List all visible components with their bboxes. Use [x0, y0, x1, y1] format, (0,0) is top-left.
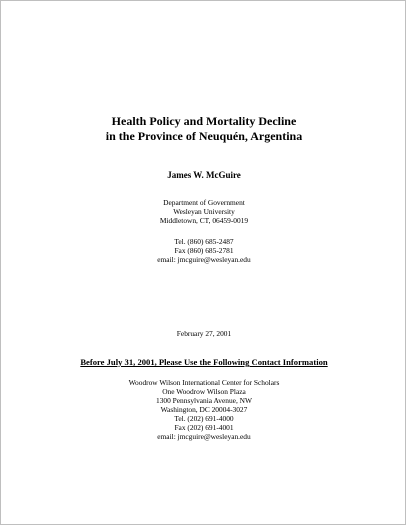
document-date: February 27, 2001 [176, 329, 232, 338]
alt-contact-city: Washington, DC 20004-3027 [160, 405, 248, 414]
contact-tel: Tel. (860) 685-2487 [174, 237, 234, 246]
affiliation-city: Middletown, CT, 06459-0019 [159, 216, 249, 225]
author-name: James W. McGuire [167, 170, 241, 180]
alt-contact-tel: Tel. (202) 691-4000 [174, 414, 234, 423]
alt-contact-plaza: One Woodrow Wilson Plaza [162, 387, 246, 396]
alt-contact-fax: Fax (202) 691-4001 [174, 423, 234, 432]
alt-contact-organization: Woodrow Wilson International Center for Scholars [128, 378, 280, 387]
affiliation-university: Wesleyan University [173, 207, 235, 216]
alt-contact-heading: Before July 31, 2001, Please Use the Following Contact Information [80, 357, 328, 367]
alt-contact-email: email: jmcguire@wesleyan.edu [157, 432, 251, 441]
alt-contact-street: 1300 Pennsylvania Avenue, NW [156, 396, 252, 405]
title-line-2: in the Province of Neuquén, Argentina [105, 129, 303, 143]
affiliation-department: Department of Government [163, 198, 245, 207]
title-line-1: Health Policy and Mortality Decline [111, 114, 297, 128]
contact-email: email: jmcguire@wesleyan.edu [157, 255, 251, 264]
contact-fax: Fax (860) 685-2781 [174, 246, 234, 255]
